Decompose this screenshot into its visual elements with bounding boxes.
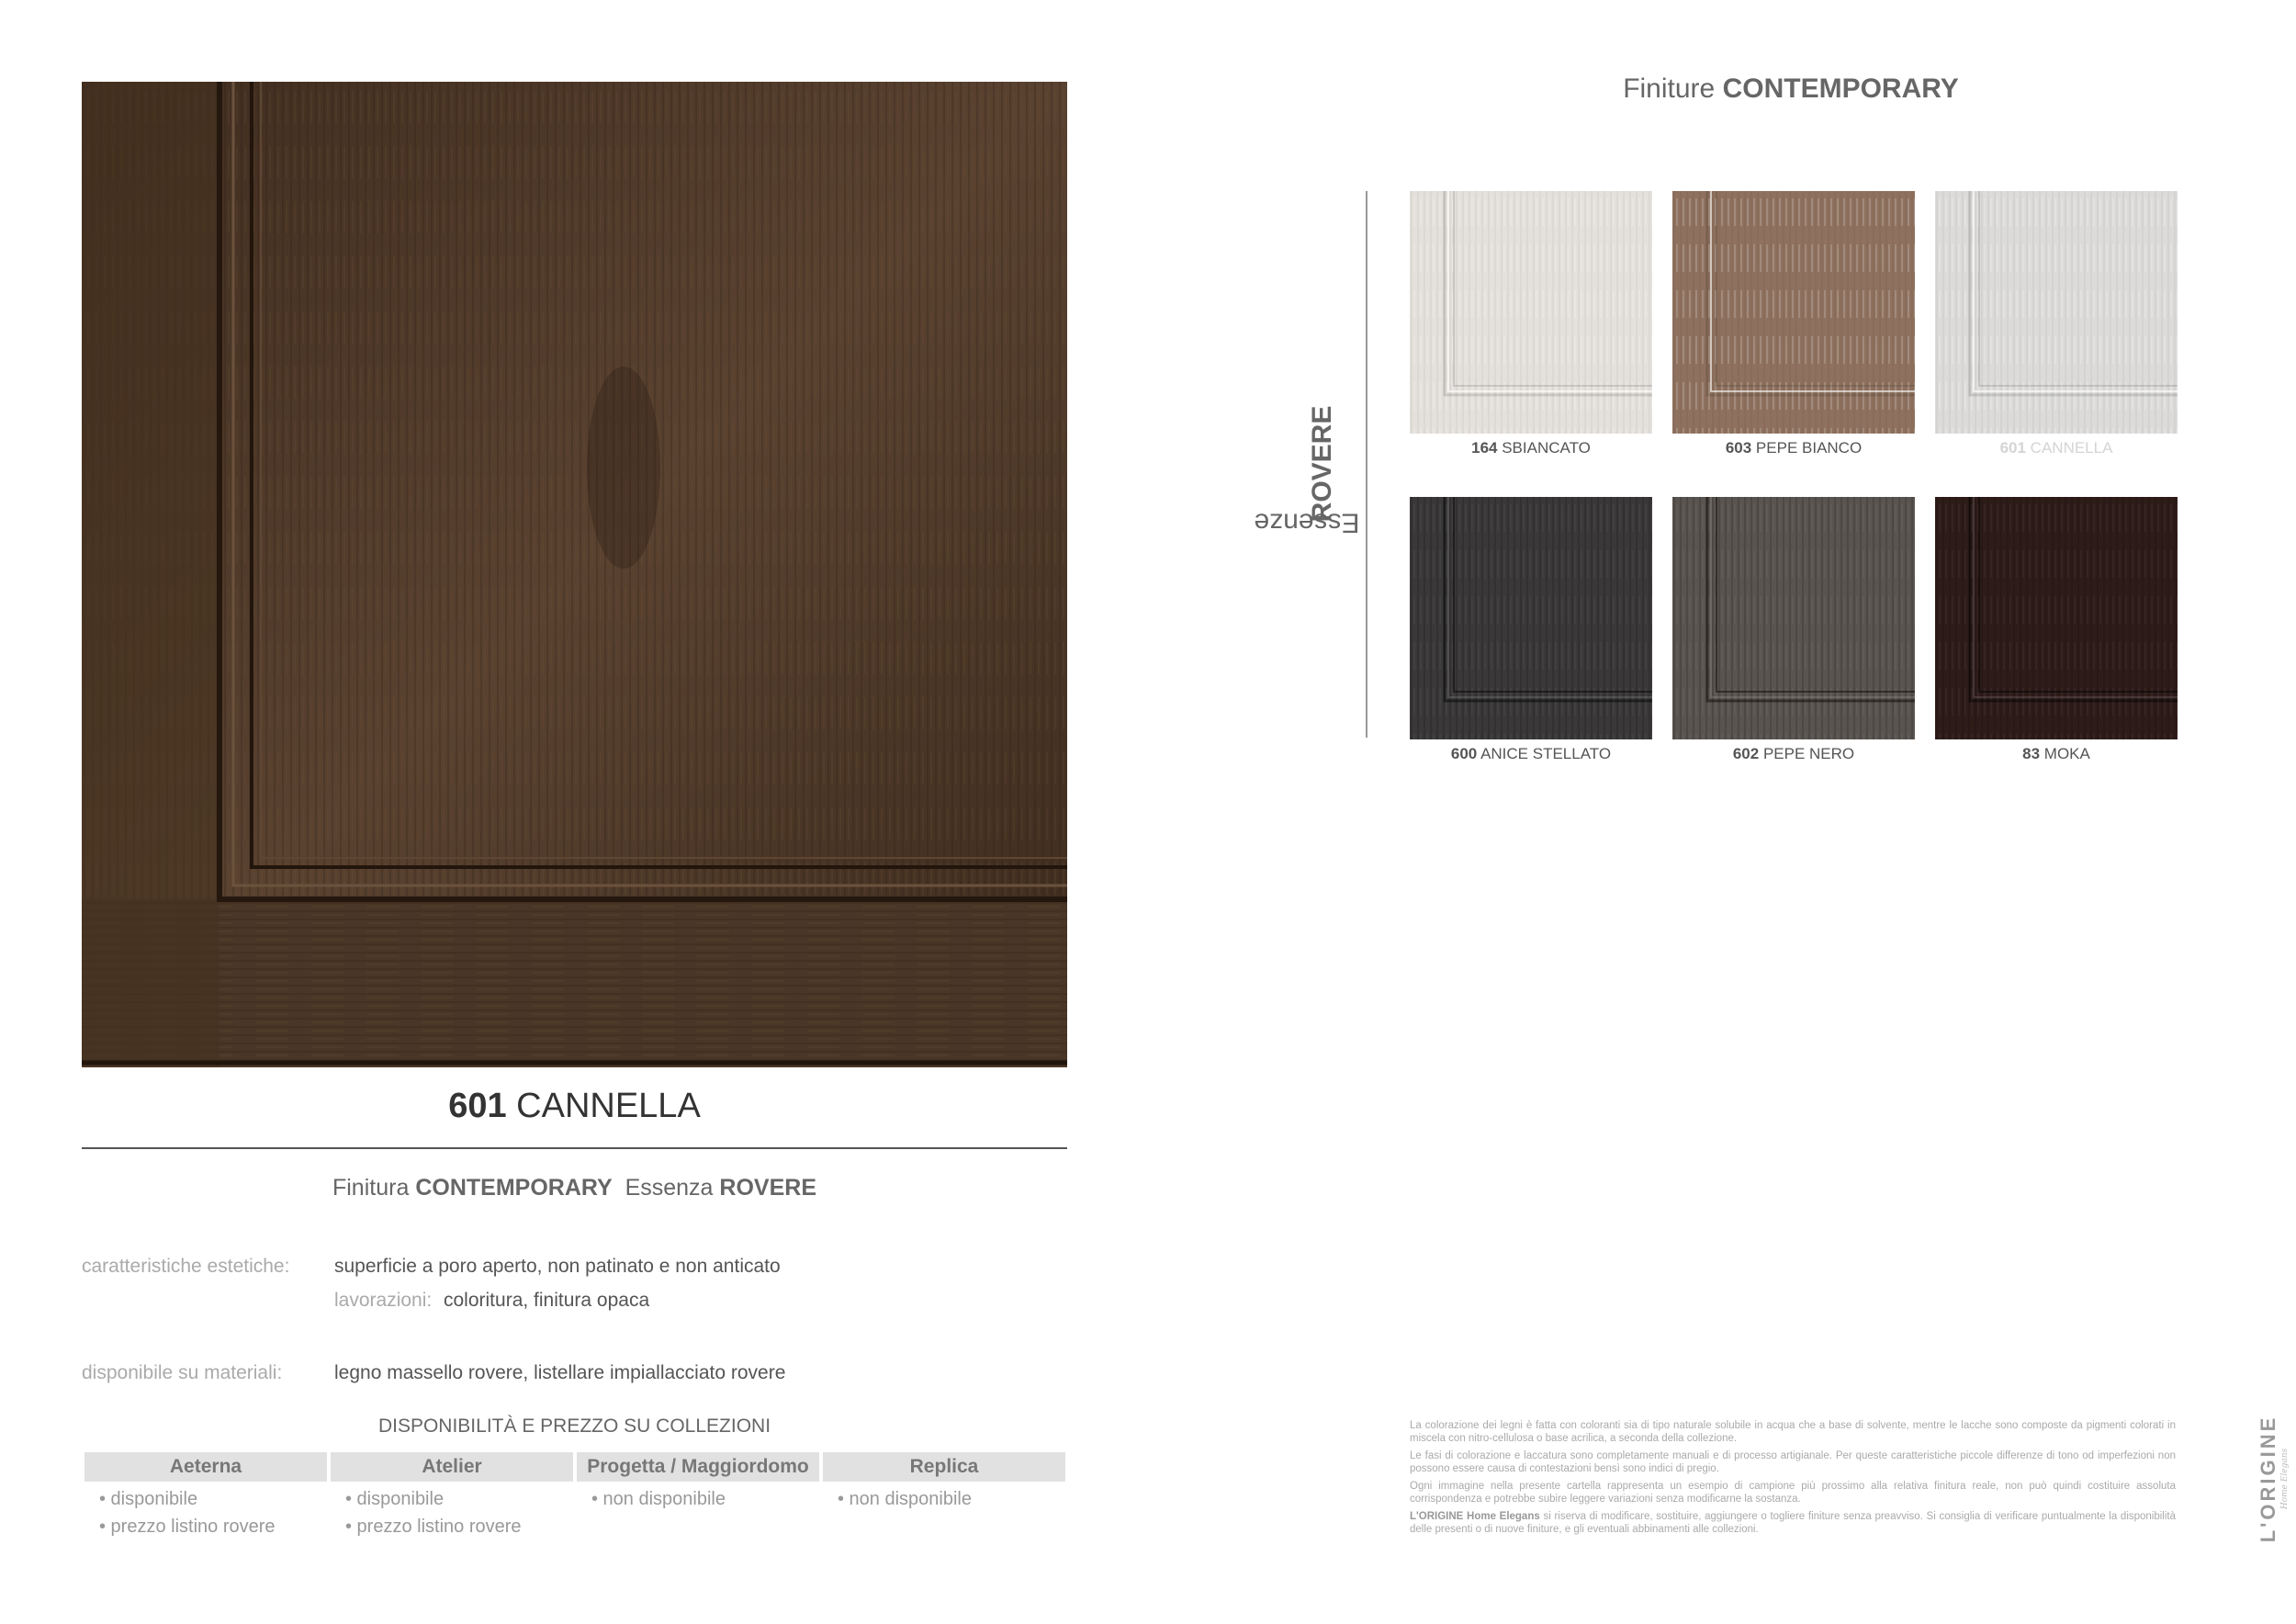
collection-header: Aeterna [84,1452,327,1482]
finishes-title-bold: CONTEMPORARY [1722,73,1959,104]
swatch-code: 164 [1471,439,1498,457]
swatch-603 [1672,191,1915,434]
disclaimer [1410,1419,2176,1540]
swatch-602 [1672,497,1915,739]
process-label: lavorazioni: [334,1290,433,1311]
swatch-name: ANICE STELLATO [1480,745,1612,762]
disclaimer-brand: L'ORIGINE Home Elegans [1410,1511,1540,1522]
swatch-caption [1672,439,1915,457]
disclaimer-p4 [1410,1510,2176,1536]
swatch-name: PEPE NERO [1762,745,1855,762]
essence-label: Essenza [625,1175,714,1201]
essence-side-prefix: Essenze [1254,507,1360,538]
collection-header: Replica [823,1452,1065,1482]
essence-side-bold: ROVERE [1307,405,1337,523]
collection-progetta [577,1452,819,1513]
collection-aeterna [84,1452,327,1540]
swatch-601 [1935,191,2178,434]
collection-item: • disponibile [345,1489,445,1509]
hero-title [82,1087,1067,1126]
finishes-title [1194,73,2296,105]
swatch-caption [1935,745,2178,763]
swatch-code: 601 [1999,439,2026,457]
title-divider [82,1147,1067,1149]
collections-title: DISPONIBILITÀ E PREZZO SU COLLEZIONI [377,1415,771,1437]
swatch-code: 603 [1725,439,1752,457]
swatch-code: 600 [1450,745,1478,762]
collection-item: • non disponibile [591,1489,726,1509]
aesthetic-label: caratteristiche estetiche: [82,1256,290,1277]
essence-value: ROVERE [719,1175,817,1201]
essence-divider [1366,191,1367,738]
finish-value: CONTEMPORARY [415,1175,613,1201]
disclaimer-p2: Le fasi di colorazione e laccatura sono completamente manuali e di processo artigianale. Per queste caratteristiche piccole differenze di tono od imperfezioni non possono essere causa di contestazioni bensì sono indici di pregio. [1410,1450,2176,1474]
collection-item: • prezzo listino rovere [345,1517,522,1537]
brand-tagline: Home Elegans [2280,1448,2290,1510]
hero-swatch [82,82,1067,1067]
brand-name: L'ORIGINE [2257,1415,2279,1543]
swatch-83 [1935,497,2178,739]
finish-label: Finitura [332,1175,410,1201]
swatch-name: PEPE BIANCO [1755,439,1863,457]
hero-subtitle [82,1175,1067,1201]
swatch-name: SBIANCATO [1502,439,1591,457]
hero-code: 601 [448,1087,507,1125]
swatch-code: 83 [2022,745,2041,762]
process-value: coloritura, finitura opaca [444,1290,650,1311]
collection-item: • prezzo listino rovere [99,1517,276,1537]
swatch-caption [1410,745,1652,763]
swatch-caption [1410,439,1652,457]
collection-atelier [331,1452,573,1540]
collection-replica [823,1452,1065,1513]
disclaimer-p3: Ogni immagine nella presente cartella rappresenta un esempio di campione più prossimo alla relativa finitura reale, non può quindi costituire assoluta corrispondenza e potrebbe subire leggere variazioni senza modificarne la sostanza. [1410,1481,2176,1505]
materials-value: legno massello rovere, listellare impiallacciato rovere [334,1362,786,1383]
swatch-code: 602 [1732,745,1760,762]
hero-name: CANNELLA [516,1087,701,1125]
finishes-title-prefix: Finiture [1623,73,1716,104]
swatch-name: MOKA [2043,745,2090,762]
materials-label: disponibile su materiali: [82,1362,283,1383]
disclaimer-p4-text: si riserva di modificare, sostituire, aggiungere o togliere finiture senza preavviso. Si consiglia di verificare puntualmente la disponibilità delle presenti o di nuove finiture, e gli eventuali abbinamenti alle collezioni. [1410,1511,2177,1535]
swatch-164 [1410,191,1652,434]
disclaimer-p1: La colorazione dei legni è fatta con coloranti sia di tipo naturale solubile in acqua che a base di solvente, mentre le lacche sono composte da pigmenti colorati in miscela con nitro-cellulosa o base acrilica, a seconda della collezione. [1410,1420,2176,1444]
collection-header: Progetta / Maggiordomo [577,1452,819,1482]
collection-header: Atelier [331,1452,573,1482]
swatch-name: CANNELLA [2030,439,2113,457]
swatch-caption [1935,439,2178,457]
collection-item: • disponibile [99,1489,198,1509]
aesthetic-value: superficie a poro aperto, non patinato e non anticato [334,1256,781,1277]
swatch-caption [1672,745,1915,763]
collection-item: • non disponibile [838,1489,972,1509]
swatch-600 [1410,497,1652,739]
